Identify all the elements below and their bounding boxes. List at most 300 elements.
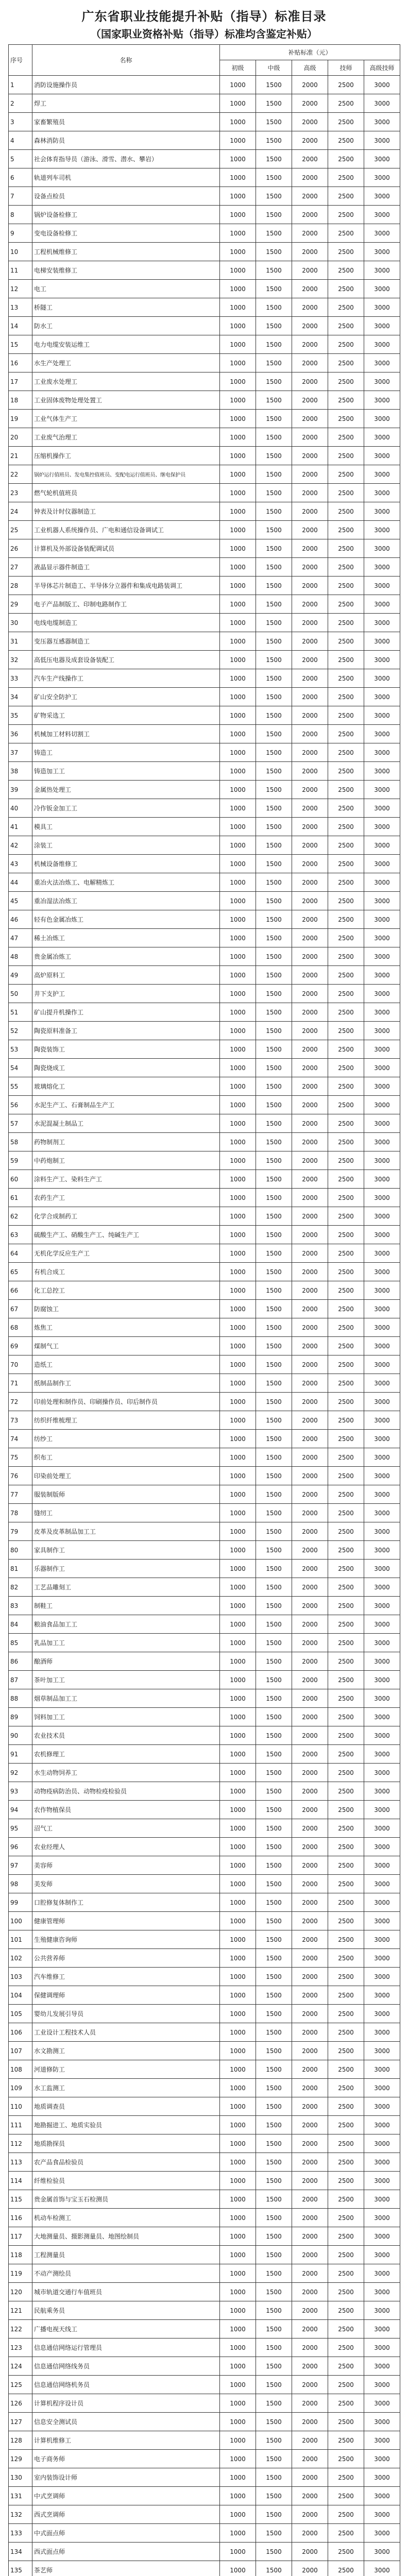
subsidy-intermediate: 1500 <box>256 1560 292 1578</box>
subsidy-technician: 2500 <box>328 2153 364 2172</box>
table-row <box>9 2524 400 2543</box>
subsidy-primary: 1000 <box>220 465 256 484</box>
row-number: 65 <box>9 1263 32 1281</box>
row-number: 52 <box>9 1022 32 1040</box>
subsidy-senior-technician: 3000 <box>364 354 400 372</box>
row-number: 120 <box>9 2283 32 2301</box>
subsidy-advanced: 2000 <box>292 1077 328 1096</box>
subsidy-technician: 2500 <box>328 1207 364 1226</box>
row-number: 59 <box>9 1151 32 1170</box>
subsidy-technician: 2500 <box>328 2357 364 2376</box>
subsidy-technician: 2500 <box>328 2264 364 2283</box>
subsidy-advanced: 2000 <box>292 651 328 669</box>
table-row <box>9 1151 400 1170</box>
subsidy-primary: 1000 <box>220 94 256 113</box>
subsidy-primary: 1000 <box>220 2060 256 2079</box>
table-row <box>9 521 400 539</box>
subsidy-technician: 2500 <box>328 910 364 929</box>
occupation-name: 井下支护工 <box>32 985 220 1003</box>
subsidy-senior-technician: 3000 <box>364 2561 400 2576</box>
subsidy-technician: 2500 <box>328 2524 364 2543</box>
table-row <box>9 1281 400 1300</box>
subsidy-technician: 2500 <box>328 298 364 317</box>
subsidy-technician: 2500 <box>328 1003 364 1022</box>
subsidy-intermediate: 1500 <box>256 1430 292 1448</box>
table-row <box>9 391 400 410</box>
occupation-name: 水泥混凝土制品工 <box>32 1114 220 1133</box>
subsidy-senior-technician: 3000 <box>364 2487 400 2505</box>
subsidy-primary: 1000 <box>220 168 256 187</box>
subsidy-primary: 1000 <box>220 2283 256 2301</box>
table-row <box>9 150 400 168</box>
occupation-name: 信息安全测试员 <box>32 2413 220 2431</box>
subsidy-advanced: 2000 <box>292 1337 328 1355</box>
subsidy-advanced: 2000 <box>292 873 328 892</box>
subsidy-senior-technician: 3000 <box>364 1597 400 1615</box>
subsidy-primary: 1000 <box>220 2172 256 2190</box>
subsidy-advanced: 2000 <box>292 1838 328 1856</box>
row-number: 39 <box>9 781 32 799</box>
occupation-name: 森林消防员 <box>32 131 220 150</box>
subsidy-intermediate: 1500 <box>256 2524 292 2543</box>
subsidy-advanced: 2000 <box>292 725 328 743</box>
subsidy-intermediate: 1500 <box>256 1355 292 1374</box>
subsidy-primary: 1000 <box>220 1522 256 1541</box>
row-number: 6 <box>9 168 32 187</box>
subsidy-technician: 2500 <box>328 1504 364 1522</box>
subsidy-senior-technician: 3000 <box>364 632 400 651</box>
subsidy-intermediate: 1500 <box>256 743 292 762</box>
subsidy-primary: 1000 <box>220 1764 256 1782</box>
row-number: 41 <box>9 818 32 836</box>
subsidy-advanced: 2000 <box>292 2394 328 2413</box>
header-subsidy-standard: 补贴标准（元） <box>220 45 400 60</box>
subsidy-intermediate: 1500 <box>256 187 292 206</box>
subsidy-technician: 2500 <box>328 484 364 502</box>
subsidy-senior-technician: 3000 <box>364 1745 400 1764</box>
table-row <box>9 1226 400 1244</box>
table-row <box>9 2413 400 2431</box>
subsidy-intermediate: 1500 <box>256 168 292 187</box>
subsidy-advanced: 2000 <box>292 2320 328 2338</box>
subsidy-advanced: 2000 <box>292 2431 328 2450</box>
subsidy-technician: 2500 <box>328 2060 364 2079</box>
subsidy-primary: 1000 <box>220 892 256 910</box>
subsidy-intermediate: 1500 <box>256 799 292 818</box>
subsidy-senior-technician: 3000 <box>364 447 400 465</box>
subsidy-senior-technician: 3000 <box>364 465 400 484</box>
subsidy-intermediate: 1500 <box>256 2079 292 2097</box>
row-number: 13 <box>9 298 32 317</box>
subsidy-technician: 2500 <box>328 2561 364 2576</box>
subsidy-senior-technician: 3000 <box>364 1448 400 1467</box>
subsidy-advanced: 2000 <box>292 1022 328 1040</box>
occupation-name: 饲料加工工 <box>32 1708 220 1726</box>
row-number: 123 <box>9 2338 32 2357</box>
subsidy-primary: 1000 <box>220 1504 256 1522</box>
row-number: 88 <box>9 1689 32 1708</box>
row-number: 27 <box>9 558 32 577</box>
subsidy-senior-technician: 3000 <box>364 2320 400 2338</box>
subsidy-senior-technician: 3000 <box>364 1634 400 1652</box>
subsidy-intermediate: 1500 <box>256 2097 292 2116</box>
subsidy-primary: 1000 <box>220 2338 256 2357</box>
subsidy-senior-technician: 3000 <box>364 187 400 206</box>
subsidy-advanced: 2000 <box>292 1986 328 2005</box>
subsidy-intermediate: 1500 <box>256 2264 292 2283</box>
occupation-name: 计算机程序设计员 <box>32 2394 220 2413</box>
occupation-name: 机械加工材料切割工 <box>32 725 220 743</box>
subsidy-technician: 2500 <box>328 1838 364 1856</box>
subsidy-senior-technician: 3000 <box>364 1189 400 1207</box>
subsidy-primary: 1000 <box>220 1448 256 1467</box>
table-row <box>9 1003 400 1022</box>
subsidy-senior-technician: 3000 <box>364 1411 400 1430</box>
table-row <box>9 2172 400 2190</box>
occupation-name: 矿物采选工 <box>32 706 220 725</box>
subsidy-advanced: 2000 <box>292 428 328 447</box>
subsidy-intermediate: 1500 <box>256 261 292 280</box>
table-row <box>9 1597 400 1615</box>
occupation-name: 信息通信网络机务员 <box>32 2376 220 2394</box>
row-number: 3 <box>9 113 32 131</box>
table-row <box>9 743 400 762</box>
subsidy-intermediate: 1500 <box>256 1671 292 1689</box>
subsidy-senior-technician: 3000 <box>364 1318 400 1337</box>
subsidy-advanced: 2000 <box>292 799 328 818</box>
subsidy-technician: 2500 <box>328 521 364 539</box>
row-number: 10 <box>9 243 32 261</box>
occupation-name: 美发师 <box>32 1875 220 1893</box>
row-number: 40 <box>9 799 32 818</box>
subsidy-technician: 2500 <box>328 706 364 725</box>
subsidy-advanced: 2000 <box>292 410 328 428</box>
subsidy-primary: 1000 <box>220 1782 256 1801</box>
table-row <box>9 1263 400 1281</box>
table-row <box>9 410 400 428</box>
occupation-name: 民航乘务员 <box>32 2301 220 2320</box>
subsidy-technician: 2500 <box>328 669 364 688</box>
subsidy-advanced: 2000 <box>292 632 328 651</box>
subsidy-intermediate: 1500 <box>256 688 292 706</box>
subsidy-technician: 2500 <box>328 558 364 577</box>
table-row <box>9 632 400 651</box>
subsidy-primary: 1000 <box>220 558 256 577</box>
subsidy-advanced: 2000 <box>292 1745 328 1764</box>
table-row <box>9 1504 400 1522</box>
table-row <box>9 2227 400 2246</box>
subsidy-senior-technician: 3000 <box>364 1096 400 1114</box>
subsidy-technician: 2500 <box>328 187 364 206</box>
subsidy-senior-technician: 3000 <box>364 2097 400 2116</box>
subsidy-intermediate: 1500 <box>256 1652 292 1671</box>
subsidy-senior-technician: 3000 <box>364 2468 400 2487</box>
subsidy-advanced: 2000 <box>292 1133 328 1151</box>
subsidy-senior-technician: 3000 <box>364 2116 400 2134</box>
subsidy-primary: 1000 <box>220 910 256 929</box>
subsidy-technician: 2500 <box>328 1893 364 1912</box>
occupation-name: 中式面点师 <box>32 2524 220 2543</box>
subsidy-primary: 1000 <box>220 2190 256 2209</box>
subsidy-primary: 1000 <box>220 1634 256 1652</box>
subsidy-senior-technician: 3000 <box>364 947 400 966</box>
subsidy-advanced: 2000 <box>292 447 328 465</box>
subsidy-technician: 2500 <box>328 1393 364 1411</box>
header-name: 名称 <box>32 45 220 76</box>
subsidy-intermediate: 1500 <box>256 2338 292 2357</box>
subsidy-primary: 1000 <box>220 1337 256 1355</box>
subsidy-advanced: 2000 <box>292 706 328 725</box>
subsidy-primary: 1000 <box>220 2320 256 2338</box>
occupation-name: 玻璃熔化工 <box>32 1077 220 1096</box>
subsidy-primary: 1000 <box>220 1226 256 1244</box>
occupation-name: 汽车维修工 <box>32 1968 220 1986</box>
table-row <box>9 113 400 131</box>
table-row <box>9 1893 400 1912</box>
subsidy-technician: 2500 <box>328 1077 364 1096</box>
row-number: 22 <box>9 465 32 484</box>
occupation-name: 机械设备维修工 <box>32 855 220 873</box>
subsidy-advanced: 2000 <box>292 985 328 1003</box>
subsidy-technician: 2500 <box>328 1930 364 1949</box>
occupation-name: 桥隧工 <box>32 298 220 317</box>
subsidy-advanced: 2000 <box>292 2301 328 2320</box>
subsidy-senior-technician: 3000 <box>364 2134 400 2153</box>
subsidy-advanced: 2000 <box>292 1634 328 1652</box>
subsidy-advanced: 2000 <box>292 1522 328 1541</box>
subsidy-advanced: 2000 <box>292 1430 328 1448</box>
row-number: 44 <box>9 873 32 892</box>
subsidy-intermediate: 1500 <box>256 651 292 669</box>
subsidy-technician: 2500 <box>328 2042 364 2060</box>
table-row <box>9 1782 400 1801</box>
subsidy-technician: 2500 <box>328 1430 364 1448</box>
subsidy-senior-technician: 3000 <box>364 1133 400 1151</box>
row-number: 133 <box>9 2524 32 2543</box>
row-number: 54 <box>9 1059 32 1077</box>
table-row <box>9 2431 400 2450</box>
subsidy-technician: 2500 <box>328 1875 364 1893</box>
subsidy-senior-technician: 3000 <box>364 2394 400 2413</box>
subsidy-primary: 1000 <box>220 836 256 855</box>
row-number: 118 <box>9 2246 32 2264</box>
occupation-name: 陶瓷烧成工 <box>32 1059 220 1077</box>
subsidy-intermediate: 1500 <box>256 818 292 836</box>
subsidy-technician: 2500 <box>328 651 364 669</box>
subsidy-primary: 1000 <box>220 966 256 985</box>
table-row <box>9 706 400 725</box>
table-row <box>9 261 400 280</box>
subsidy-intermediate: 1500 <box>256 1801 292 1819</box>
subsidy-advanced: 2000 <box>292 743 328 762</box>
row-number: 32 <box>9 651 32 669</box>
table-row <box>9 94 400 113</box>
row-number: 58 <box>9 1133 32 1151</box>
page-subtitle: （国家职业资格补贴（指导）标准均含鉴定补贴） <box>91 28 317 40</box>
subsidy-technician: 2500 <box>328 1226 364 1244</box>
subsidy-primary: 1000 <box>220 1893 256 1912</box>
row-number: 24 <box>9 502 32 521</box>
subsidy-senior-technician: 3000 <box>364 1337 400 1355</box>
row-number: 51 <box>9 1003 32 1022</box>
row-number: 23 <box>9 484 32 502</box>
subsidy-intermediate: 1500 <box>256 1318 292 1337</box>
table-row <box>9 2134 400 2153</box>
occupation-name: 陶瓷装饰工 <box>32 1040 220 1059</box>
subsidy-senior-technician: 3000 <box>364 910 400 929</box>
subsidy-advanced: 2000 <box>292 1819 328 1838</box>
subsidy-intermediate: 1500 <box>256 1485 292 1504</box>
subsidy-intermediate: 1500 <box>256 1077 292 1096</box>
row-number: 89 <box>9 1708 32 1726</box>
subsidy-intermediate: 1500 <box>256 1912 292 1930</box>
subsidy-advanced: 2000 <box>292 76 328 94</box>
row-number: 111 <box>9 2116 32 2134</box>
table-row <box>9 280 400 298</box>
subsidy-advanced: 2000 <box>292 280 328 298</box>
subsidy-senior-technician: 3000 <box>364 1263 400 1281</box>
subsidy-advanced: 2000 <box>292 910 328 929</box>
subsidy-primary: 1000 <box>220 1022 256 1040</box>
occupation-name: 煤制气工 <box>32 1337 220 1355</box>
row-number: 83 <box>9 1597 32 1615</box>
subsidy-technician: 2500 <box>328 94 364 113</box>
table-row <box>9 1968 400 1986</box>
row-number: 61 <box>9 1189 32 1207</box>
subsidy-technician: 2500 <box>328 1968 364 1986</box>
subsidy-senior-technician: 3000 <box>364 317 400 335</box>
subsidy-advanced: 2000 <box>292 1726 328 1745</box>
table-row <box>9 76 400 94</box>
subsidy-intermediate: 1500 <box>256 1856 292 1875</box>
subsidy-advanced: 2000 <box>292 2227 328 2246</box>
subsidy-technician: 2500 <box>328 206 364 224</box>
row-number: 73 <box>9 1411 32 1430</box>
subsidy-primary: 1000 <box>220 669 256 688</box>
subsidy-advanced: 2000 <box>292 1782 328 1801</box>
subsidy-primary: 1000 <box>220 1263 256 1281</box>
subsidy-primary: 1000 <box>220 335 256 354</box>
occupation-name: 织布工 <box>32 1448 220 1467</box>
table-row <box>9 1485 400 1504</box>
table-row <box>9 2153 400 2172</box>
subsidy-senior-technician: 3000 <box>364 688 400 706</box>
subsidy-advanced: 2000 <box>292 1597 328 1615</box>
subsidy-advanced: 2000 <box>292 521 328 539</box>
subsidy-senior-technician: 3000 <box>364 1893 400 1912</box>
occupation-name: 农药生产工 <box>32 1189 220 1207</box>
subsidy-senior-technician: 3000 <box>364 818 400 836</box>
subsidy-intermediate: 1500 <box>256 2320 292 2338</box>
subsidy-intermediate: 1500 <box>256 2116 292 2134</box>
subsidy-intermediate: 1500 <box>256 335 292 354</box>
occupation-name: 矿山提升机操作工 <box>32 1003 220 1022</box>
row-number: 126 <box>9 2394 32 2413</box>
table-row <box>9 892 400 910</box>
subsidy-primary: 1000 <box>220 929 256 947</box>
subsidy-advanced: 2000 <box>292 2264 328 2283</box>
header-no: 序号 <box>9 45 32 76</box>
subsidy-primary: 1000 <box>220 985 256 1003</box>
row-number: 115 <box>9 2190 32 2209</box>
subsidy-technician: 2500 <box>328 502 364 521</box>
subsidy-technician: 2500 <box>328 76 364 94</box>
subsidy-intermediate: 1500 <box>256 1096 292 1114</box>
row-number: 70 <box>9 1355 32 1374</box>
occupation-name: 美容师 <box>32 1856 220 1875</box>
subsidy-senior-technician: 3000 <box>364 1281 400 1300</box>
subsidy-primary: 1000 <box>220 2227 256 2246</box>
row-number: 53 <box>9 1040 32 1059</box>
table-row <box>9 1300 400 1318</box>
subsidy-technician: 2500 <box>328 428 364 447</box>
subsidy-intermediate: 1500 <box>256 1207 292 1226</box>
table-row <box>9 1114 400 1133</box>
subsidy-senior-technician: 3000 <box>364 1504 400 1522</box>
occupation-name: 生殖健康咨询师 <box>32 1930 220 1949</box>
subsidy-technician: 2500 <box>328 2172 364 2190</box>
subsidy-advanced: 2000 <box>292 1393 328 1411</box>
row-number: 109 <box>9 2079 32 2097</box>
subsidy-advanced: 2000 <box>292 131 328 150</box>
subsidy-advanced: 2000 <box>292 2209 328 2227</box>
subsidy-intermediate: 1500 <box>256 1875 292 1893</box>
subsidy-primary: 1000 <box>220 298 256 317</box>
subsidy-technician: 2500 <box>328 2190 364 2209</box>
occupation-name: 设备点检员 <box>32 187 220 206</box>
subsidy-technician: 2500 <box>328 168 364 187</box>
subsidy-intermediate: 1500 <box>256 2357 292 2376</box>
subsidy-primary: 1000 <box>220 2543 256 2561</box>
subsidy-technician: 2500 <box>328 2468 364 2487</box>
subsidy-senior-technician: 3000 <box>364 2450 400 2468</box>
occupation-name: 工业气体生产工 <box>32 410 220 428</box>
subsidy-primary: 1000 <box>220 2005 256 2023</box>
subsidy-intermediate: 1500 <box>256 484 292 502</box>
subsidy-intermediate: 1500 <box>256 1930 292 1949</box>
occupation-name: 化工总控工 <box>32 1281 220 1300</box>
subsidy-primary: 1000 <box>220 1374 256 1393</box>
occupation-name: 冷作钣金加工工 <box>32 799 220 818</box>
occupation-name: 信息通信网络运行管理员 <box>32 2338 220 2357</box>
subsidy-technician: 2500 <box>328 1726 364 1745</box>
row-number: 25 <box>9 521 32 539</box>
subsidy-intermediate: 1500 <box>256 855 292 873</box>
subsidy-intermediate: 1500 <box>256 762 292 781</box>
row-number: 114 <box>9 2172 32 2190</box>
occupation-name: 硫酸生产工、硝酸生产工、纯碱生产工 <box>32 1226 220 1244</box>
table-row <box>9 651 400 669</box>
subsidy-intermediate: 1500 <box>256 1893 292 1912</box>
subsidy-intermediate: 1500 <box>256 2431 292 2450</box>
occupation-name: 制鞋工 <box>32 1597 220 1615</box>
table-row <box>9 1355 400 1374</box>
subsidy-senior-technician: 3000 <box>364 1541 400 1560</box>
subsidy-advanced: 2000 <box>292 1560 328 1578</box>
subsidy-senior-technician: 3000 <box>364 781 400 799</box>
table-row <box>9 1393 400 1411</box>
subsidy-technician: 2500 <box>328 1337 364 1355</box>
row-number: 21 <box>9 447 32 465</box>
occupation-name: 烟草制品加工工 <box>32 1689 220 1708</box>
subsidy-primary: 1000 <box>220 2097 256 2116</box>
subsidy-senior-technician: 3000 <box>364 929 400 947</box>
subsidy-intermediate: 1500 <box>256 2394 292 2413</box>
subsidy-technician: 2500 <box>328 1059 364 1077</box>
subsidy-primary: 1000 <box>220 1133 256 1151</box>
subsidy-advanced: 2000 <box>292 2005 328 2023</box>
subsidy-technician: 2500 <box>328 892 364 910</box>
